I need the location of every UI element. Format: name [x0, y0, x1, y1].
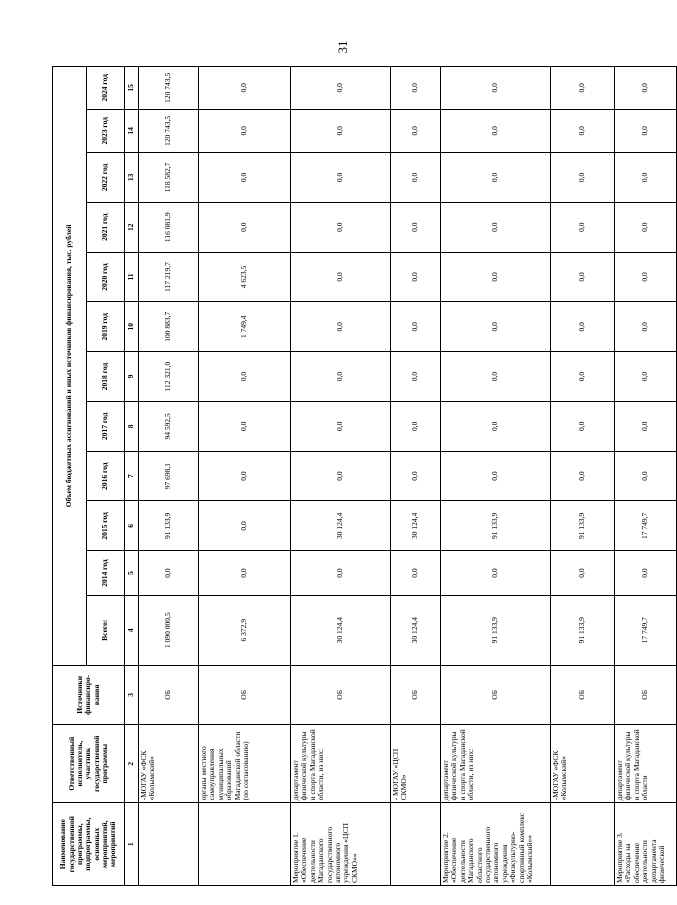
column-number: 10	[125, 302, 139, 352]
column-number: 5	[125, 551, 139, 595]
total-cell: 17 749,7	[615, 595, 677, 665]
table-row	[139, 67, 199, 886]
header-year: 2015 год	[87, 501, 125, 551]
year-value-cell: 0,0	[199, 153, 291, 203]
column-number: 13	[125, 153, 139, 203]
total-cell: 91 133,9	[441, 595, 551, 665]
header-year: 2021 год	[87, 202, 125, 252]
program-name-cell: Мероприятие 2. «Обеспечение деятельности Магаданского областного государственного автономного учреждения «Физкультурно-спортивный комплекс «Колымский»»	[441, 803, 551, 886]
table-row	[199, 67, 291, 886]
year-value-cell: 0,0	[615, 153, 677, 203]
header-total: Всего:	[87, 595, 125, 665]
year-value-cell: 0,0	[391, 109, 441, 152]
year-value-cell: 120 743,5	[139, 67, 199, 110]
year-value-cell: 0,0	[615, 451, 677, 501]
year-value-cell: 0,0	[441, 202, 551, 252]
column-number: 12	[125, 202, 139, 252]
column-number: 3	[125, 665, 139, 724]
year-value-cell: 0,0	[291, 67, 391, 110]
column-number: 2	[125, 724, 139, 802]
year-value-cell: 0,0	[441, 302, 551, 352]
total-cell: 1 090 000,5	[139, 595, 199, 665]
year-value-cell: 0,0	[199, 109, 291, 152]
column-number: 14	[125, 109, 139, 152]
rotated-content	[52, 40, 666, 886]
year-value-cell: 0,0	[441, 67, 551, 110]
column-number: 15	[125, 67, 139, 110]
year-value-cell: 0,0	[441, 451, 551, 501]
year-value-cell: 0,0	[199, 551, 291, 595]
header-year: 2017 год	[87, 401, 125, 451]
column-number: 11	[125, 252, 139, 302]
year-value-cell: 0,0	[291, 109, 391, 152]
year-value-cell: 0,0	[199, 501, 291, 551]
year-value-cell: 97 698,1	[139, 451, 199, 501]
year-value-cell: 0,0	[551, 352, 615, 402]
year-value-cell: 0,0	[551, 401, 615, 451]
source-cell: ОБ	[551, 665, 615, 724]
source-cell: ОБ	[199, 665, 291, 724]
year-value-cell: 0,0	[391, 67, 441, 110]
year-value-cell: 0,0	[615, 109, 677, 152]
page-number: 31	[335, 40, 350, 54]
table-row	[551, 67, 615, 886]
year-value-cell: 112 321,0	[139, 352, 199, 402]
year-value-cell: 0,0	[199, 67, 291, 110]
source-cell: ОБ	[291, 665, 391, 724]
year-value-cell: 0,0	[291, 153, 391, 203]
executor-cell: департамент физической культуры и спорта Магаданской области, из них:	[441, 724, 551, 802]
year-value-cell: 117 219,7	[139, 252, 199, 302]
header-year: 2024 год	[87, 67, 125, 110]
year-value-cell: 17 749,7	[615, 501, 677, 551]
column-number: 9	[125, 352, 139, 402]
year-value-cell: 0,0	[291, 401, 391, 451]
year-value-cell: 0,0	[441, 352, 551, 402]
column-number: 6	[125, 501, 139, 551]
funding-table	[52, 66, 677, 886]
table-row	[291, 67, 391, 886]
year-value-cell: 0,0	[441, 401, 551, 451]
year-value-cell: 0,0	[391, 352, 441, 402]
header-executor: Ответственный исполнитель, участник государственной программы	[53, 724, 125, 802]
year-value-cell: 0,0	[441, 252, 551, 302]
year-value-cell: 4 623,5	[199, 252, 291, 302]
header-year: 2016 год	[87, 451, 125, 501]
source-cell: ОБ	[139, 665, 199, 724]
year-value-cell: 0,0	[199, 451, 291, 501]
executor-cell: -МОГАУ «ФСК «Колымский»	[139, 724, 199, 802]
year-value-cell: 0,0	[551, 551, 615, 595]
year-value-cell: 0,0	[615, 352, 677, 402]
source-cell: ОБ	[441, 665, 551, 724]
year-value-cell: 0,0	[391, 153, 441, 203]
year-value-cell: 0,0	[551, 302, 615, 352]
year-value-cell: 0,0	[615, 202, 677, 252]
year-value-cell: 0,0	[291, 352, 391, 402]
year-value-cell: 118 582,7	[139, 153, 199, 203]
year-value-cell: 120 743,5	[139, 109, 199, 152]
header-year: 2018 год	[87, 352, 125, 402]
executor-cell: департамент физической культуры и спорта Магаданской области, из них:	[291, 724, 391, 802]
year-value-cell: 0,0	[199, 401, 291, 451]
total-cell: 6 372,9	[199, 595, 291, 665]
source-cell: ОБ	[391, 665, 441, 724]
header-program-name: Наименование государственной программы, подпрограммы, основных мероприятий, мероприятий	[53, 803, 125, 886]
program-name-cell	[139, 803, 199, 886]
header-year: 2014 год	[87, 551, 125, 595]
year-value-cell: 1 749,4	[199, 302, 291, 352]
year-value-cell: 0,0	[291, 202, 391, 252]
year-value-cell: 30 124,4	[391, 501, 441, 551]
year-value-cell: 0,0	[551, 109, 615, 152]
column-number: 8	[125, 401, 139, 451]
year-value-cell: 94 592,5	[139, 401, 199, 451]
header-year: 2020 год	[87, 252, 125, 302]
year-value-cell: 0,0	[391, 401, 441, 451]
year-value-cell: 0,0	[615, 401, 677, 451]
year-value-cell: 0,0	[441, 551, 551, 595]
header-funding-title: Объем бюджетных ассигнований и иных источников финансирования, тыс. рублей	[53, 67, 87, 666]
year-value-cell: 0,0	[291, 451, 391, 501]
total-cell: 30 124,4	[391, 595, 441, 665]
program-name-cell: Мероприятие 3. «Расходы на обеспечение деятельности департамента физической	[615, 803, 677, 886]
year-value-cell: 0,0	[391, 302, 441, 352]
year-value-cell: 0,0	[291, 551, 391, 595]
table-body	[139, 67, 677, 886]
table-row	[615, 67, 677, 886]
source-cell: ОБ	[615, 665, 677, 724]
year-value-cell: 0,0	[551, 451, 615, 501]
header-year: 2023 год	[87, 109, 125, 152]
table-row	[441, 67, 551, 886]
year-value-cell: 0,0	[139, 551, 199, 595]
column-number: 4	[125, 595, 139, 665]
year-value-cell: 0,0	[551, 252, 615, 302]
header-year: 2019 год	[87, 302, 125, 352]
program-name-cell	[551, 803, 615, 886]
column-number: 1	[125, 803, 139, 886]
year-value-cell: 0,0	[391, 202, 441, 252]
year-value-cell: 0,0	[441, 153, 551, 203]
year-value-cell: 0,0	[291, 252, 391, 302]
program-name-cell	[391, 803, 441, 886]
table-row	[391, 67, 441, 886]
year-value-cell: 0,0	[615, 252, 677, 302]
executor-cell: - МОГАУ «ЦСП СКМО»	[391, 724, 441, 802]
year-value-cell: 0,0	[391, 551, 441, 595]
year-value-cell: 0,0	[199, 352, 291, 402]
executor-cell: -МОГАУ «ФСК «Колымский»	[551, 724, 615, 802]
year-value-cell: 116 081,9	[139, 202, 199, 252]
year-value-cell: 30 124,4	[291, 501, 391, 551]
program-name-cell	[199, 803, 291, 886]
year-value-cell: 91 133,9	[551, 501, 615, 551]
total-cell: 30 124,4	[291, 595, 391, 665]
executor-cell: департамент физической культуры и спорта Магаданской области	[615, 724, 677, 802]
year-value-cell: 0,0	[615, 551, 677, 595]
year-value-cell: 0,0	[615, 302, 677, 352]
year-value-cell: 0,0	[551, 202, 615, 252]
year-value-cell: 0,0	[551, 153, 615, 203]
year-value-cell: 91 133,9	[441, 501, 551, 551]
header-source: Источники финансиро-вания	[53, 665, 125, 724]
year-value-cell: 0,0	[391, 252, 441, 302]
header-year: 2022 год	[87, 153, 125, 203]
year-value-cell: 0,0	[551, 67, 615, 110]
total-cell: 91 133,9	[551, 595, 615, 665]
year-value-cell: 91 133,9	[139, 501, 199, 551]
column-number: 7	[125, 451, 139, 501]
year-value-cell: 0,0	[441, 109, 551, 152]
executor-cell: органы местного самоуправления муниципальных образований Магаданской области (по согласованию)	[199, 724, 291, 802]
year-value-cell: 100 883,7	[139, 302, 199, 352]
program-name-cell: Мероприятие 1. «Обеспечение деятельности Магаданского государственного автономного учреждения «ЦСП СКМО»»	[291, 803, 391, 886]
year-value-cell: 0,0	[615, 67, 677, 110]
year-value-cell: 0,0	[291, 302, 391, 352]
year-value-cell: 0,0	[199, 202, 291, 252]
year-value-cell: 0,0	[391, 451, 441, 501]
